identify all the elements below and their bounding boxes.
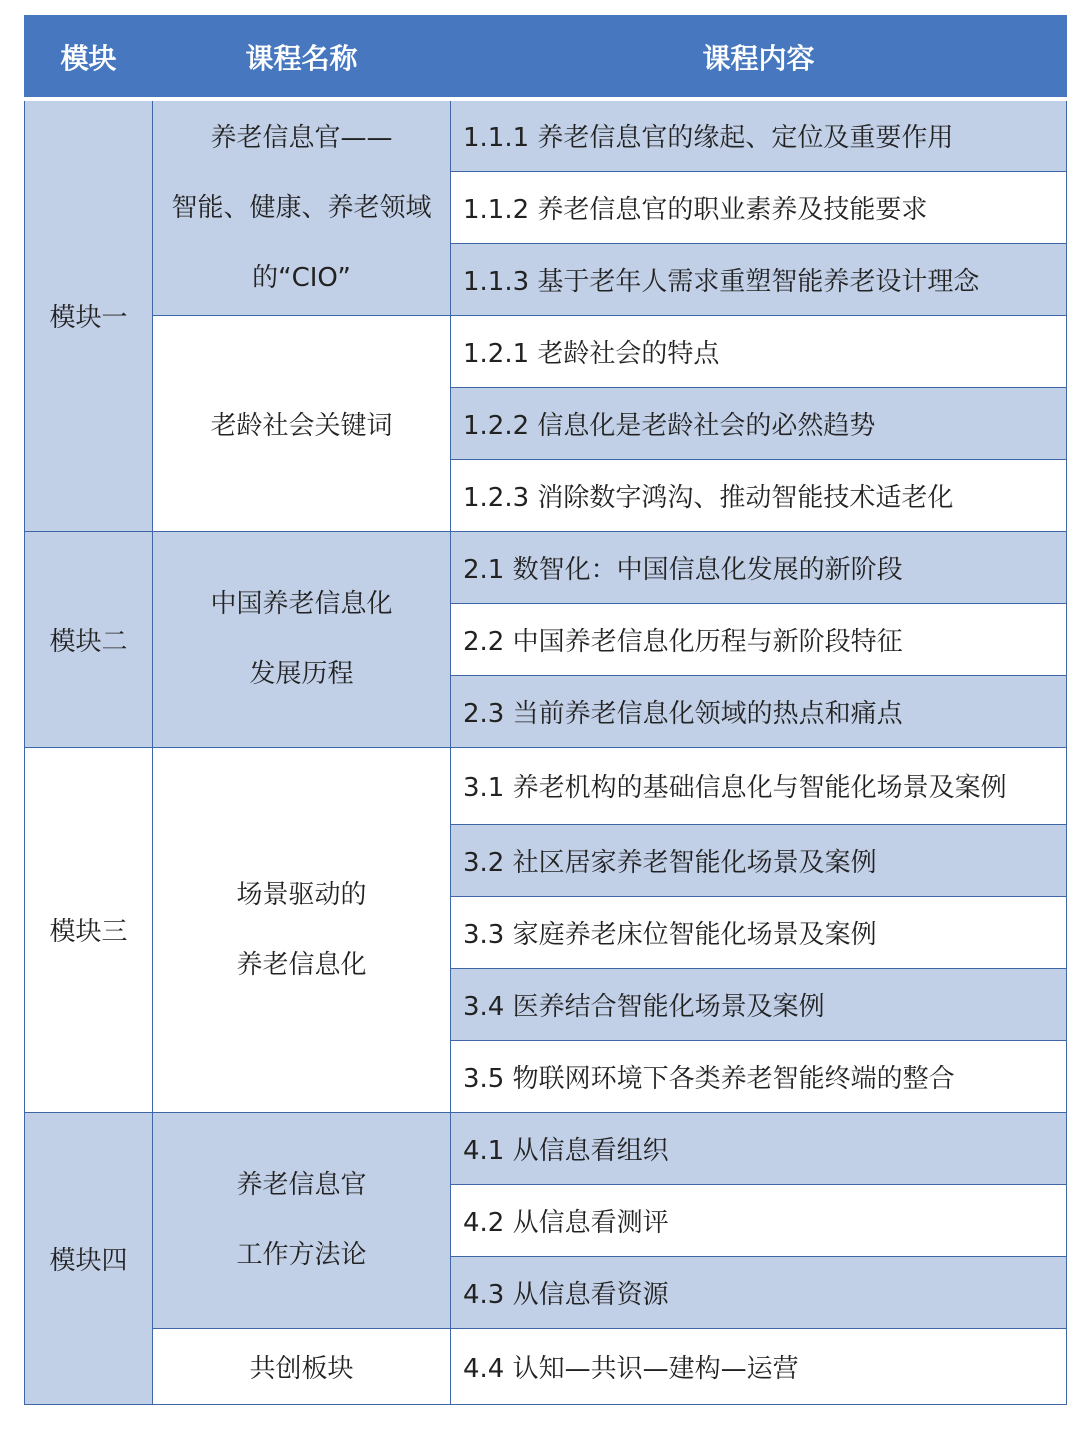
course-name-line: 养老信息官—— [210,122,393,153]
course-name-line: 中国养老信息化 [210,589,393,619]
course-name-2-1 [153,531,451,747]
table-header-row [25,16,1067,99]
course-content-cell: 3.4 医养结合智能化场景及案例 [451,968,1067,1040]
module-cell-2: 模块二 [25,531,153,747]
header-course-name: 课程名称 [153,16,451,99]
course-content-cell: 4.3 从信息看资源 [451,1256,1067,1328]
course-name-4-2 [153,1328,451,1404]
course-name-line: 的“CIO” [252,262,351,293]
course-content-cell: 2.2 中国养老信息化历程与新阶段特征 [451,603,1067,675]
module-cell-4: 模块四 [25,1112,153,1404]
course-content-cell: 4.2 从信息看测评 [451,1184,1067,1256]
course-name-1-2 [153,315,451,531]
table-row [25,531,1067,603]
course-name-3-1 [153,747,451,1112]
header-course-content: 课程内容 [451,16,1067,99]
header-module: 模块 [25,16,153,99]
course-content-cell: 1.2.1 老龄社会的特点 [451,315,1067,387]
course-name-1-1 [153,99,451,315]
table-row [25,99,1067,171]
course-name-line: 共创板块 [249,1353,354,1384]
table-row [25,747,1067,824]
course-content-cell: 3.1 养老机构的基础信息化与智能化场景及案例 [451,747,1067,824]
course-name-line: 工作方法论 [236,1240,367,1270]
module-cell-1: 模块一 [25,99,153,531]
course-content-cell: 1.1.3 基于老年人需求重塑智能养老设计理念 [451,243,1067,315]
course-content-cell: 3.3 家庭养老床位智能化场景及案例 [451,896,1067,968]
course-name-line: 养老信息化 [236,949,367,980]
table-row [25,1328,1067,1404]
course-name-line: 场景驱动的 [236,879,367,910]
table-row [25,315,1067,387]
course-name-line: 养老信息官 [236,1170,367,1200]
course-content-cell: 1.1.2 养老信息官的职业素养及技能要求 [451,171,1067,243]
course-name-line: 老龄社会关键词 [210,410,393,441]
course-content-cell: 4.1 从信息看组织 [451,1112,1067,1184]
course-table [24,15,1067,1405]
course-name-line: 智能、健康、养老领域 [171,192,432,223]
course-content-cell: 2.3 当前养老信息化领域的热点和痛点 [451,675,1067,747]
course-content-cell: 1.2.3 消除数字鸿沟、推动智能技术适老化 [451,459,1067,531]
course-name-4-1 [153,1112,451,1328]
course-content-cell: 1.2.2 信息化是老龄社会的必然趋势 [451,387,1067,459]
course-content-cell: 3.5 物联网环境下各类养老智能终端的整合 [451,1040,1067,1112]
table-row [25,1112,1067,1184]
course-content-cell: 3.2 社区居家养老智能化场景及案例 [451,824,1067,896]
course-content-cell: 4.4 认知—共识—建构—运营 [451,1328,1067,1404]
course-content-cell: 2.1 数智化：中国信息化发展的新阶段 [451,531,1067,603]
course-content-cell: 1.1.1 养老信息官的缘起、定位及重要作用 [451,99,1067,171]
module-cell-3: 模块三 [25,747,153,1112]
course-name-line: 发展历程 [249,659,354,689]
